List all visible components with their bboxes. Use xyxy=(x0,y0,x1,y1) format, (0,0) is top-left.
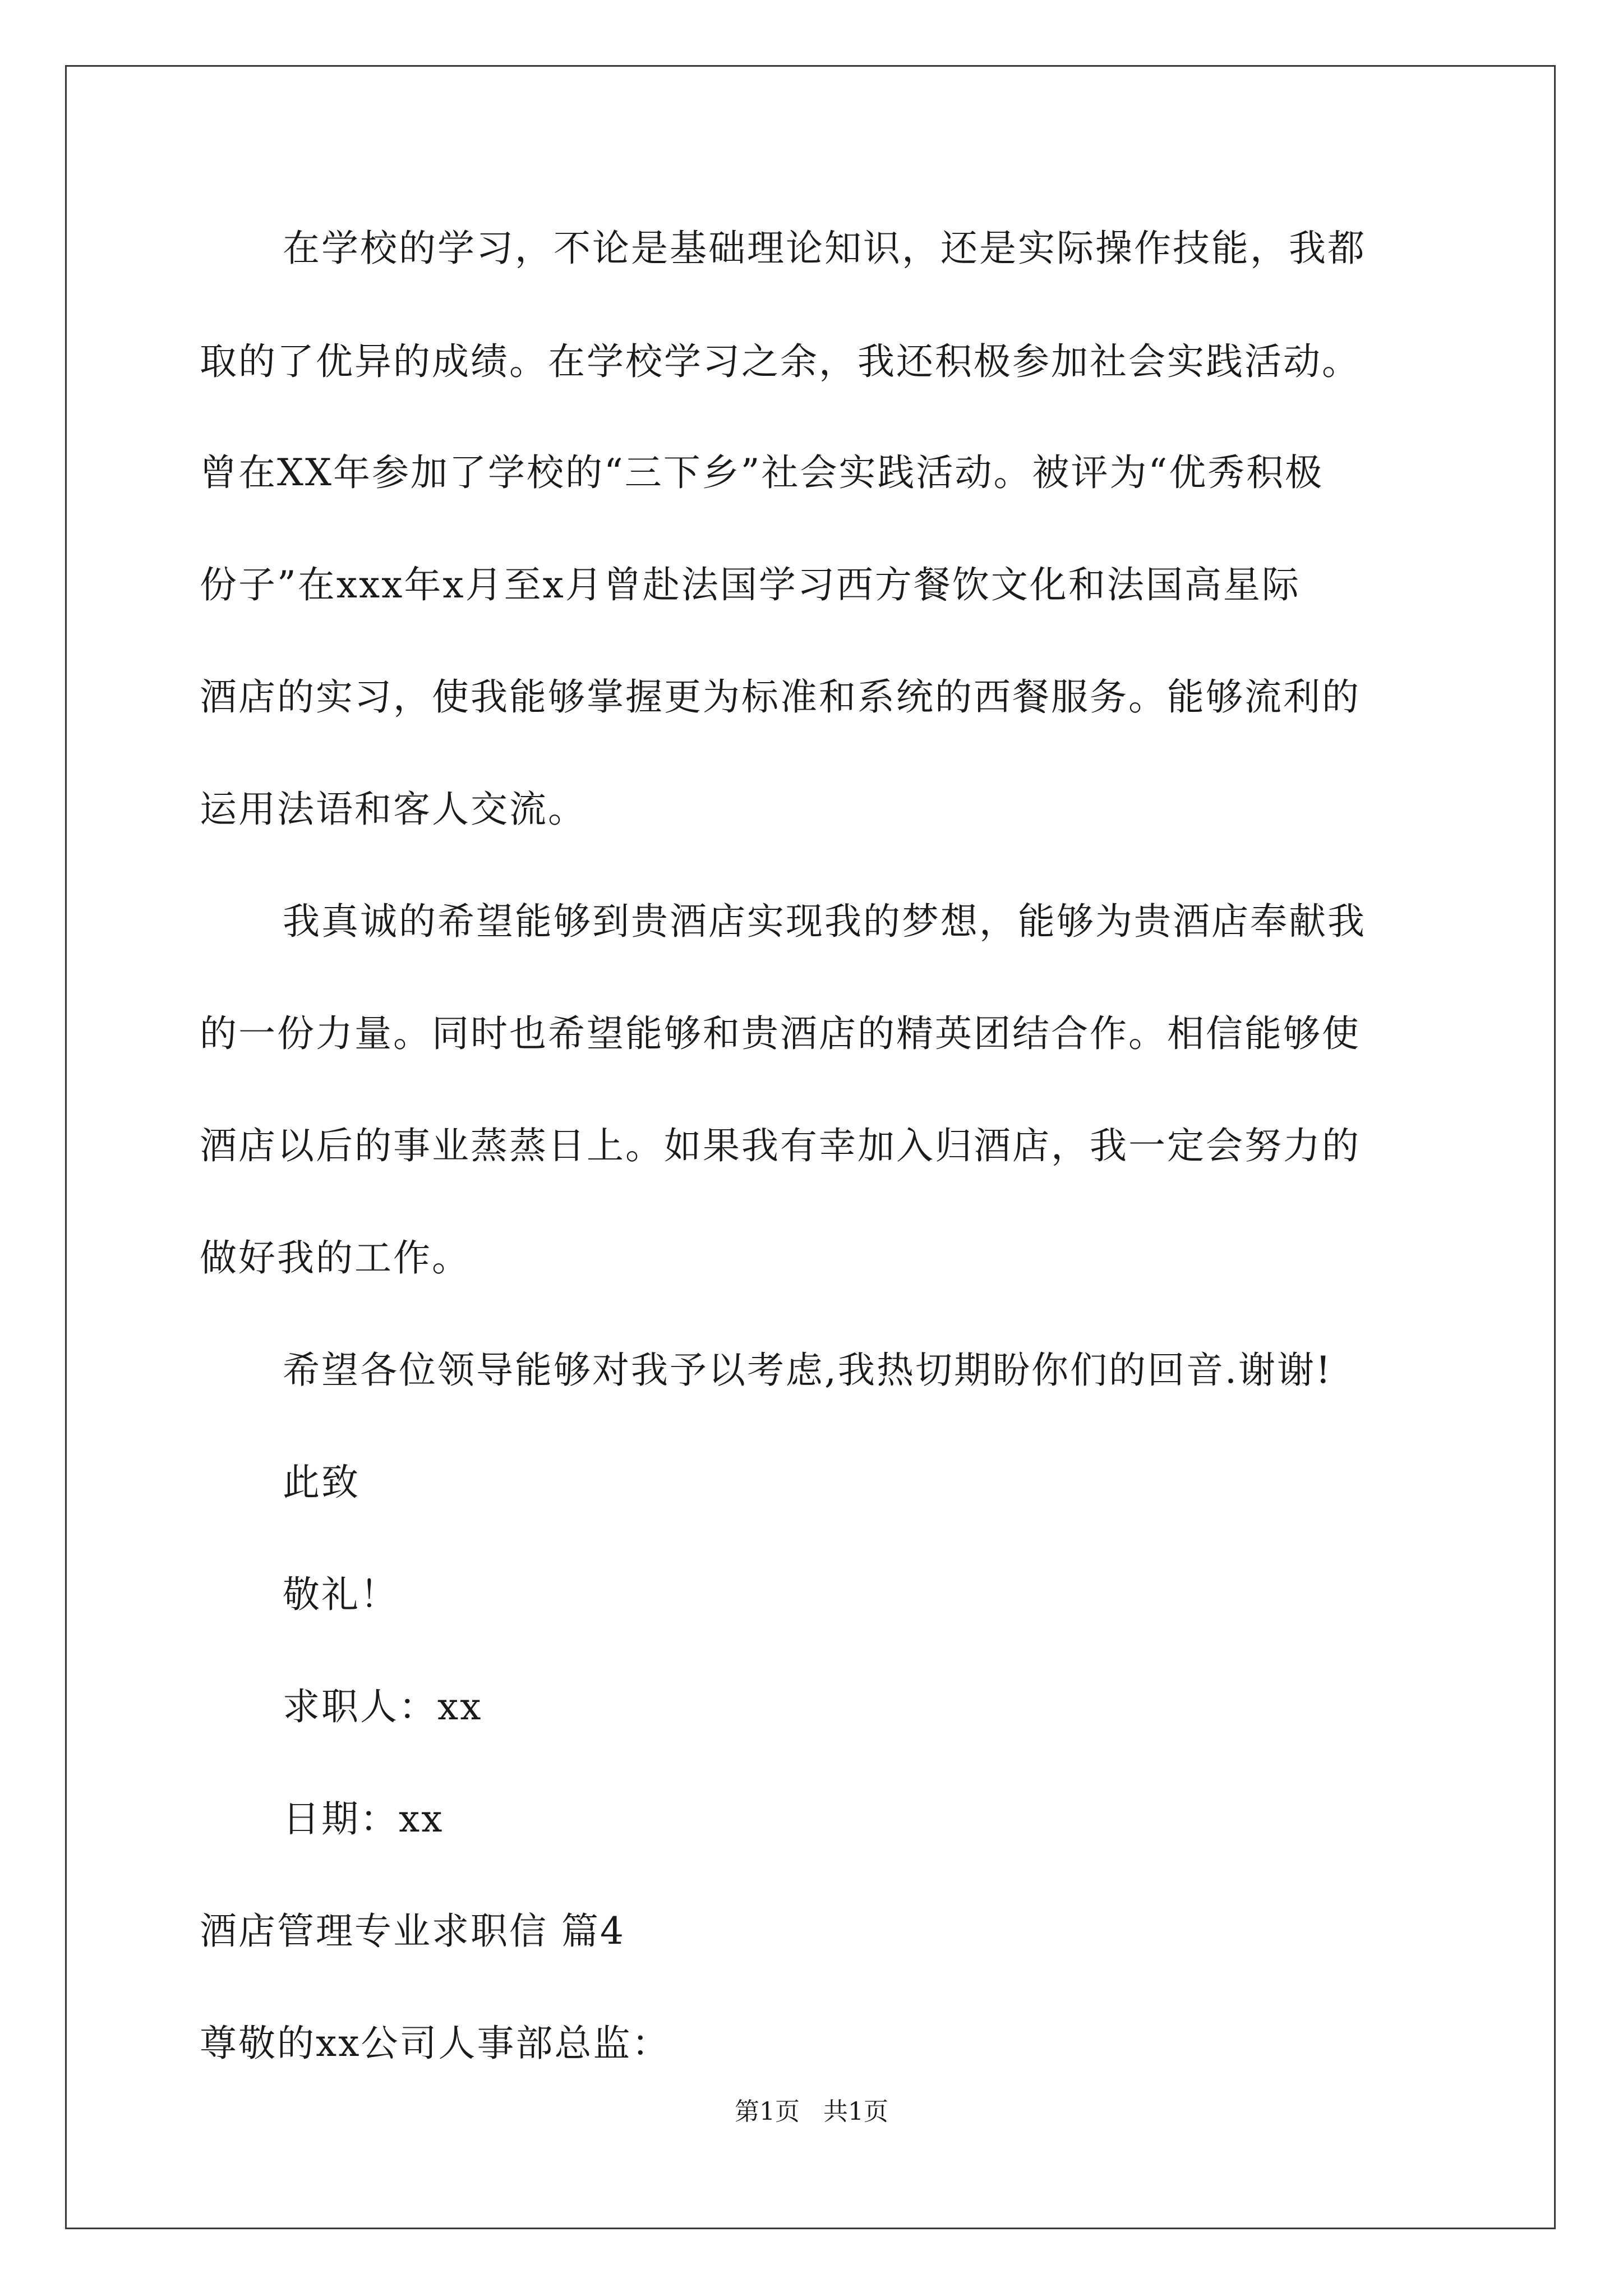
paragraph-line: 运用法语和客人交流。 xyxy=(200,788,587,831)
applicant-signature: 求职人：xx xyxy=(283,1685,483,1728)
regards: 敬礼！ xyxy=(283,1573,399,1616)
salutation-close: 此致 xyxy=(283,1461,360,1504)
paragraph-line: 的一份力量。同时也希望能够和贵酒店的精英团结合作。相信能够使 xyxy=(200,1012,1361,1055)
paragraph-line: 我真诚的希望能够到贵酒店实现我的梦想，能够为贵酒店奉献我 xyxy=(283,900,1366,943)
page-footer: 第1页 共1页 xyxy=(735,2097,888,2126)
paragraph-line: 取的了优异的成绩。在学校学习之余，我还积极参加社会实践活动。 xyxy=(200,340,1361,383)
paragraph-line: 酒店以后的事业蒸蒸日上。如果我有幸加入归酒店，我一定会努力的 xyxy=(200,1124,1361,1167)
paragraph-line: 份子”在xxx年x月至x月曾赴法国学习西方餐饮文化和法国高星际 xyxy=(200,563,1301,606)
paragraph-line: 做好我的工作。 xyxy=(200,1236,471,1280)
section-heading: 酒店管理专业求职信 篇4 xyxy=(200,1910,625,1953)
letter-greeting: 尊敬的xx公司人事部总监： xyxy=(200,2022,671,2065)
closing-remark: 希望各位领导能够对我予以考虑,我热切期盼你们的回音.谢谢! xyxy=(283,1349,1332,1392)
paragraph-line: 在学校的学习，不论是基础理论知识，还是实际操作技能，我都 xyxy=(283,227,1366,270)
paragraph-line: 曾在XX年参加了学校的“三下乡”社会实践活动。被评为“优秀积极 xyxy=(200,451,1324,494)
date-line: 日期：xx xyxy=(283,1797,444,1841)
paragraph-line: 酒店的实习，使我能够掌握更为标准和系统的西餐服务。能够流利的 xyxy=(200,675,1361,719)
